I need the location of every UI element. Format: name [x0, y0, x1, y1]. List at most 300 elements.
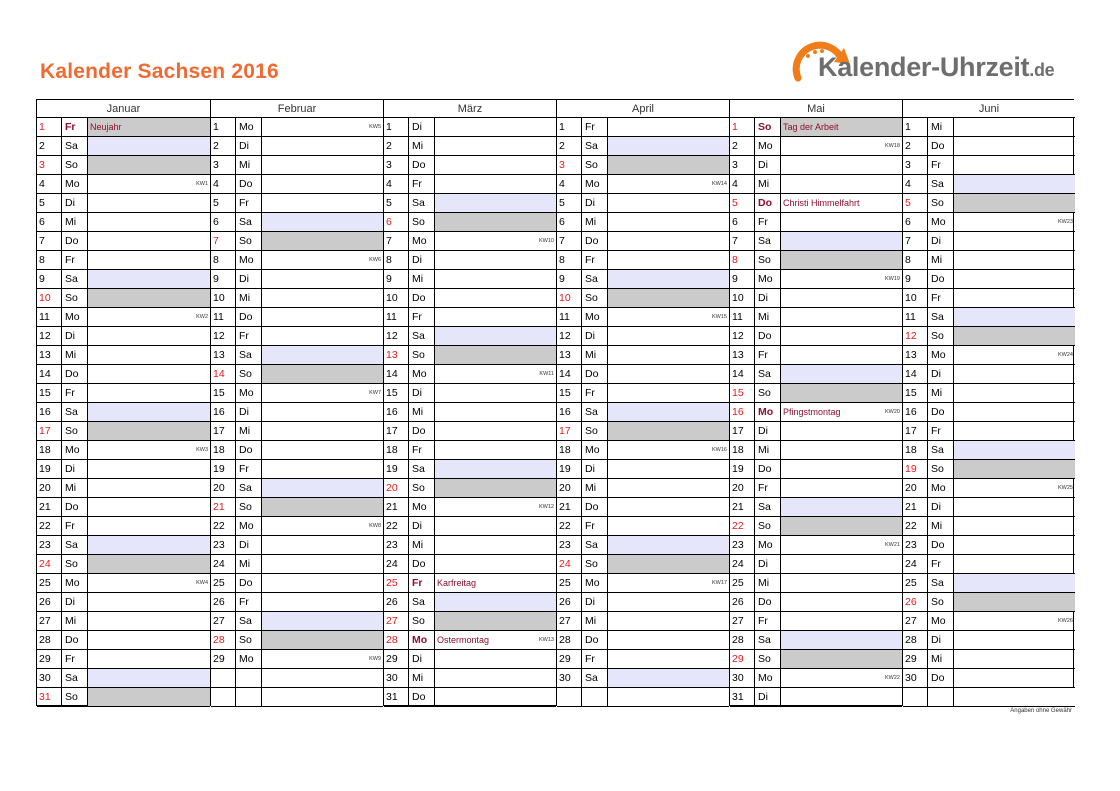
weekday-name: Mi	[928, 517, 954, 535]
note-cell	[608, 156, 729, 174]
month-header: April	[557, 100, 729, 118]
day-number: 5	[730, 194, 755, 212]
day-number: 29	[211, 650, 236, 668]
weekday-name: Sa	[928, 441, 954, 459]
day-row	[37, 574, 210, 593]
weekday-name: Mi	[236, 156, 262, 174]
day-row	[903, 422, 1075, 441]
day-number: 21	[903, 498, 928, 516]
note-cell	[88, 631, 210, 649]
note-cell	[954, 517, 1075, 535]
day-number: 15	[384, 384, 409, 402]
day-number: 29	[730, 650, 755, 668]
day-number: 14	[903, 365, 928, 383]
note-cell	[435, 346, 556, 364]
day-number: 12	[384, 327, 409, 345]
day-number: 30	[730, 669, 755, 687]
day-number: 22	[903, 517, 928, 535]
weekday-name: Mi	[409, 403, 435, 421]
note-cell	[435, 441, 556, 459]
day-row	[37, 346, 210, 365]
weekday-name: Mo	[62, 308, 88, 326]
weekday-name: Mo	[755, 669, 781, 687]
day-number: 26	[211, 593, 236, 611]
day-number: 15	[211, 384, 236, 402]
day-number: 28	[557, 631, 582, 649]
day-number: 19	[557, 460, 582, 478]
note-cell	[608, 346, 729, 364]
weekday-name: Mo	[755, 403, 781, 421]
weekday-name: Di	[236, 270, 262, 288]
day-row	[903, 574, 1075, 593]
day-row	[384, 612, 556, 631]
weekday-name: Mo	[928, 213, 954, 231]
day-number: 6	[384, 213, 409, 231]
day-row	[384, 688, 556, 707]
weekday-name: So	[409, 213, 435, 231]
note-cell	[88, 498, 210, 516]
note-cell	[88, 517, 210, 535]
day-row	[903, 365, 1075, 384]
day-row	[37, 213, 210, 232]
weekday-name: Fr	[409, 441, 435, 459]
day-row	[557, 289, 729, 308]
day-number: 21	[557, 498, 582, 516]
day-number: 5	[37, 194, 62, 212]
day-row	[211, 403, 383, 422]
weekday-name: Di	[236, 536, 262, 554]
day-number: 25	[211, 574, 236, 592]
day-row	[384, 327, 556, 346]
day-number: 29	[903, 650, 928, 668]
weekday-name: Mo	[62, 175, 88, 193]
note-cell	[435, 156, 556, 174]
note-cell	[88, 365, 210, 383]
weekday-name: Di	[409, 384, 435, 402]
note-cell	[435, 479, 556, 497]
day-row	[37, 156, 210, 175]
weekday-name: Di	[409, 650, 435, 668]
weekday-name: Mi	[236, 555, 262, 573]
day-number: 22	[730, 517, 755, 535]
logo-tld: .de	[1029, 60, 1055, 80]
weekday-name: Do	[928, 536, 954, 554]
weekday-name: Mi	[409, 669, 435, 687]
note-cell	[262, 365, 383, 383]
weekday-name: Di	[928, 232, 954, 250]
day-number: 31	[37, 688, 62, 706]
weekday-name: Mi	[582, 479, 608, 497]
day-row	[730, 612, 902, 631]
note-cell	[608, 574, 729, 592]
empty-cell	[211, 688, 236, 706]
note-cell	[954, 441, 1075, 459]
weekday-name: So	[409, 612, 435, 630]
weekday-name: Mo	[236, 251, 262, 269]
day-row	[37, 137, 210, 156]
note-cell	[88, 574, 210, 592]
note-cell	[88, 460, 210, 478]
day-number: 20	[557, 479, 582, 497]
note-cell	[435, 194, 556, 212]
note-cell	[262, 327, 383, 345]
note-cell	[608, 460, 729, 478]
note-cell	[435, 327, 556, 345]
day-number: 18	[730, 441, 755, 459]
day-number: 28	[730, 631, 755, 649]
day-number: 15	[730, 384, 755, 402]
weekday-name: Mo	[755, 137, 781, 155]
day-number: 31	[384, 688, 409, 706]
note-cell	[954, 593, 1075, 611]
weekday-name: Fr	[409, 574, 435, 592]
day-row	[557, 118, 729, 137]
day-number: 12	[903, 327, 928, 345]
day-number: 2	[384, 137, 409, 155]
day-number: 12	[557, 327, 582, 345]
weekday-name: So	[928, 327, 954, 345]
note-cell	[954, 232, 1075, 250]
day-number: 8	[903, 251, 928, 269]
day-number: 27	[730, 612, 755, 630]
day-row	[557, 574, 729, 593]
day-number: 2	[730, 137, 755, 155]
note-cell	[435, 365, 556, 383]
day-row	[37, 251, 210, 270]
day-row	[384, 536, 556, 555]
weekday-name: Fr	[755, 479, 781, 497]
day-row	[37, 118, 210, 137]
weekday-name: Fr	[62, 251, 88, 269]
weekday-name: Do	[236, 441, 262, 459]
note-cell	[88, 289, 210, 307]
day-row	[211, 479, 383, 498]
note-cell	[88, 403, 210, 421]
weekday-name: Fr	[409, 175, 435, 193]
day-row	[384, 232, 556, 251]
day-row	[37, 308, 210, 327]
empty-day-row	[557, 688, 729, 707]
calendar-week-label: KW16	[712, 447, 727, 453]
day-number: 9	[730, 270, 755, 288]
calendar-week-label: KW14	[712, 181, 727, 187]
weekday-name: Sa	[582, 137, 608, 155]
weekday-name: Mi	[236, 422, 262, 440]
day-row	[384, 194, 556, 213]
weekday-name: Sa	[755, 498, 781, 516]
note-cell	[262, 441, 383, 459]
weekday-name: Do	[582, 498, 608, 516]
day-row	[557, 631, 729, 650]
month-column-1	[210, 100, 383, 705]
weekday-name: Fr	[928, 289, 954, 307]
holiday-label: Pfingstmontag	[783, 407, 841, 417]
day-row	[37, 403, 210, 422]
note-cell	[435, 422, 556, 440]
note-cell	[435, 175, 556, 193]
note-cell	[781, 251, 902, 269]
day-number: 30	[384, 669, 409, 687]
day-number: 21	[384, 498, 409, 516]
weekday-name: So	[236, 498, 262, 516]
day-number: 24	[903, 555, 928, 573]
day-number: 3	[384, 156, 409, 174]
note-cell	[435, 460, 556, 478]
weekday-name: Do	[62, 365, 88, 383]
note-cell	[608, 422, 729, 440]
day-row	[211, 156, 383, 175]
note-cell	[954, 118, 1075, 136]
day-row	[384, 308, 556, 327]
day-row	[211, 137, 383, 156]
note-cell	[435, 517, 556, 535]
weekday-name: Mo	[62, 441, 88, 459]
holiday-label: Ostermontag	[437, 635, 490, 645]
day-number: 23	[730, 536, 755, 554]
day-number: 13	[384, 346, 409, 364]
day-number: 16	[384, 403, 409, 421]
calendar-week-label: KW8	[369, 523, 381, 529]
day-row	[211, 422, 383, 441]
day-row	[384, 650, 556, 669]
calendar-week-label: KW1	[196, 181, 208, 187]
weekday-name: Mo	[582, 175, 608, 193]
day-row	[730, 289, 902, 308]
calendar-week-label: KW12	[539, 504, 554, 510]
weekday-name: Sa	[236, 346, 262, 364]
weekday-name: Sa	[755, 232, 781, 250]
day-row	[384, 574, 556, 593]
day-number: 23	[903, 536, 928, 554]
note-cell	[262, 232, 383, 250]
day-row	[384, 365, 556, 384]
day-number: 8	[384, 251, 409, 269]
day-number: 12	[37, 327, 62, 345]
day-row	[730, 422, 902, 441]
weekday-name: Mo	[409, 631, 435, 649]
note-cell	[781, 517, 902, 535]
note-cell	[262, 498, 383, 516]
month-column-5	[902, 100, 1075, 705]
day-row	[557, 251, 729, 270]
day-number: 1	[211, 118, 236, 136]
month-header: März	[384, 100, 556, 118]
day-number: 7	[903, 232, 928, 250]
weekday-name: Do	[236, 175, 262, 193]
weekday-name: Mi	[236, 289, 262, 307]
weekday-name: Fr	[62, 384, 88, 402]
day-number: 23	[211, 536, 236, 554]
weekday-name: Mi	[928, 384, 954, 402]
note-cell	[262, 612, 383, 630]
note-cell	[954, 422, 1075, 440]
weekday-name: Fr	[236, 460, 262, 478]
weekday-name: Fr	[62, 650, 88, 668]
day-number: 4	[384, 175, 409, 193]
note-cell	[88, 194, 210, 212]
day-row	[557, 669, 729, 688]
day-row	[903, 631, 1075, 650]
day-row	[903, 441, 1075, 460]
weekday-name: Mo	[236, 384, 262, 402]
month-header: Mai	[730, 100, 902, 118]
note-cell	[262, 289, 383, 307]
day-number: 9	[211, 270, 236, 288]
empty-day-row	[211, 669, 383, 688]
note-cell	[262, 156, 383, 174]
month-column-2	[383, 100, 556, 705]
weekday-name: Mo	[409, 498, 435, 516]
day-row	[211, 460, 383, 479]
note-cell	[608, 536, 729, 554]
note-cell	[781, 612, 902, 630]
note-cell	[781, 365, 902, 383]
day-number: 21	[730, 498, 755, 516]
day-row	[730, 593, 902, 612]
weekday-name: Fr	[236, 194, 262, 212]
day-row	[557, 650, 729, 669]
weekday-name: So	[928, 194, 954, 212]
calendar-week-label: KW9	[369, 656, 381, 662]
month-header: Februar	[211, 100, 383, 118]
empty-day-row	[903, 688, 1075, 707]
day-number: 14	[211, 365, 236, 383]
day-number: 2	[211, 137, 236, 155]
day-row	[211, 175, 383, 194]
note-cell	[262, 403, 383, 421]
note-cell	[781, 156, 902, 174]
note-cell	[435, 289, 556, 307]
day-row	[730, 517, 902, 536]
day-number: 26	[37, 593, 62, 611]
note-cell	[954, 631, 1075, 649]
note-cell	[608, 669, 729, 687]
empty-cell	[903, 688, 928, 706]
day-number: 25	[730, 574, 755, 592]
note-cell	[435, 403, 556, 421]
day-row	[730, 308, 902, 327]
note-cell	[954, 175, 1075, 193]
day-number: 30	[903, 669, 928, 687]
day-row	[384, 175, 556, 194]
weekday-name: Do	[236, 308, 262, 326]
month-header: Januar	[37, 100, 210, 118]
day-row	[557, 593, 729, 612]
day-number: 27	[37, 612, 62, 630]
calendar-week-label: KW22	[885, 675, 900, 681]
day-number: 18	[557, 441, 582, 459]
holiday-label: Tag der Arbeit	[781, 118, 902, 136]
note-cell	[435, 384, 556, 402]
weekday-name: Mi	[582, 612, 608, 630]
note-cell	[781, 441, 902, 459]
day-number: 4	[211, 175, 236, 193]
weekday-name: Fr	[62, 118, 88, 136]
day-row	[903, 403, 1075, 422]
day-row	[730, 669, 902, 688]
note-cell	[608, 479, 729, 497]
weekday-name: So	[62, 688, 88, 706]
day-row	[37, 536, 210, 555]
day-row	[37, 194, 210, 213]
weekday-name: Sa	[928, 308, 954, 326]
weekday-name: Mo	[928, 479, 954, 497]
note-cell	[608, 498, 729, 516]
day-row	[903, 384, 1075, 403]
note-cell	[88, 232, 210, 250]
weekday-name: Mi	[62, 479, 88, 497]
day-number: 9	[37, 270, 62, 288]
note-cell	[88, 384, 210, 402]
site-logo[interactable]	[788, 38, 1078, 90]
logo-text: Kalender-Uhrzeit	[818, 52, 1030, 82]
day-number: 10	[903, 289, 928, 307]
note-cell	[781, 289, 902, 307]
day-row	[37, 232, 210, 251]
day-number: 8	[557, 251, 582, 269]
weekday-name: Mi	[62, 346, 88, 364]
day-row	[37, 593, 210, 612]
weekday-name: Di	[236, 403, 262, 421]
empty-cell	[582, 688, 608, 706]
day-number: 13	[211, 346, 236, 364]
weekday-name: Sa	[582, 403, 608, 421]
day-number: 26	[384, 593, 409, 611]
note-cell	[781, 137, 902, 155]
note-cell	[954, 669, 1075, 687]
day-row	[384, 137, 556, 156]
weekday-name: Fr	[582, 650, 608, 668]
day-number: 6	[903, 213, 928, 231]
note-cell	[781, 346, 902, 364]
calendar-week-label: KW11	[539, 371, 554, 377]
weekday-name: Mi	[755, 574, 781, 592]
note-cell	[88, 213, 210, 231]
weekday-name: Do	[236, 574, 262, 592]
day-row	[557, 612, 729, 631]
day-number: 17	[37, 422, 62, 440]
day-row	[903, 251, 1075, 270]
day-row	[730, 631, 902, 650]
weekday-name: Di	[755, 555, 781, 573]
weekday-name: Mi	[755, 308, 781, 326]
calendar-week-label: KW7	[369, 390, 381, 396]
note-cell	[608, 232, 729, 250]
weekday-name: Di	[928, 631, 954, 649]
note-cell	[435, 498, 556, 516]
day-row	[384, 517, 556, 536]
day-row	[903, 460, 1075, 479]
day-number: 4	[557, 175, 582, 193]
weekday-name: Do	[409, 555, 435, 573]
day-number: 7	[730, 232, 755, 250]
note-cell	[781, 479, 902, 497]
note-cell	[88, 441, 210, 459]
note-cell	[608, 555, 729, 573]
day-row	[384, 422, 556, 441]
day-number: 6	[211, 213, 236, 231]
day-row	[557, 498, 729, 517]
day-number: 27	[211, 612, 236, 630]
day-row	[730, 650, 902, 669]
note-cell	[88, 612, 210, 630]
day-row	[903, 498, 1075, 517]
note-cell	[88, 175, 210, 193]
weekday-name: Do	[409, 289, 435, 307]
day-row	[557, 270, 729, 289]
day-number: 27	[384, 612, 409, 630]
day-number: 11	[903, 308, 928, 326]
